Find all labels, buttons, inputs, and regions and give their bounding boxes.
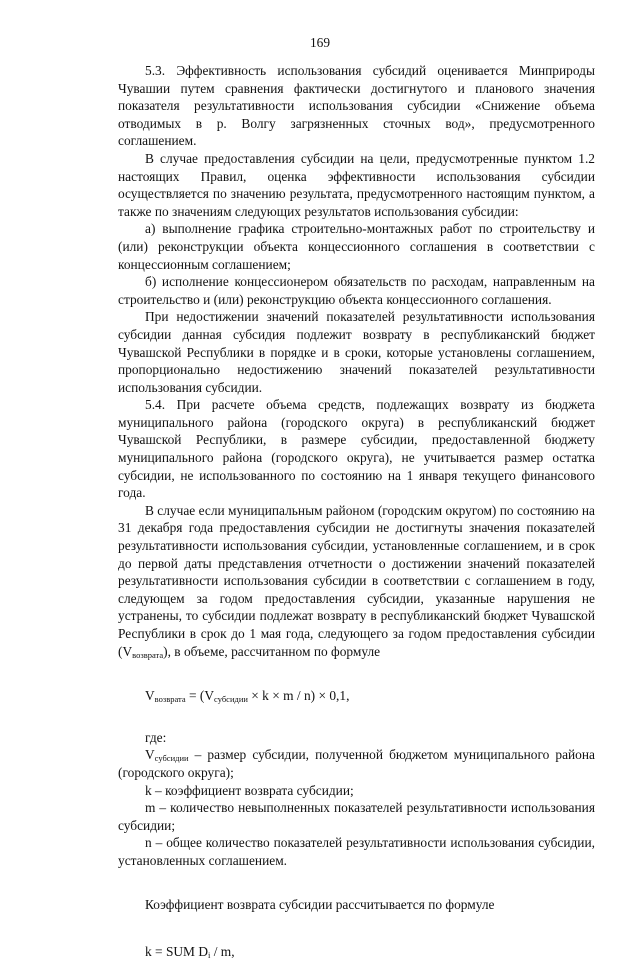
definition-n: n – общее количество показателей результативности использования субсидии, установленных соглашением. bbox=[118, 835, 595, 868]
formula-rest: × k × m / n) × 0,1, bbox=[247, 688, 350, 704]
paragraph-5-4: 5.4. При расчете объема средств, подлежащих возврату из бюджета муниципального района (городского округа) в республиканский бюджет Чувашской Республики, в размере субсидии, предоставленной бюджету муниципального района (городского округа), не учитывается размер остатка субсидии, не использованного по состоянию на 1 января текущего финансового года. bbox=[118, 397, 595, 501]
formula-refund-volume bbox=[118, 687, 595, 705]
page-number: 169 bbox=[309, 35, 331, 50]
formula-subsidy-subscript: субсидии bbox=[214, 694, 248, 705]
where-label: где: bbox=[145, 729, 167, 745]
paragraph-case-1-2: В случае предоставления субсидии на цели, предусмотренные пунктом 1.2 настоящих Правил, оценка эффективности использования субсидии осуществляется по значению результата, предусмотренного настоящим пунктом, а также по значениям следующих результатов использования субсидии: bbox=[118, 150, 595, 219]
formula-v-subscript: возврата bbox=[154, 694, 186, 705]
definition-m: m – количество невыполненных показателей результативности использования субсидии; bbox=[118, 800, 595, 833]
definition-v: V bbox=[145, 747, 155, 763]
paragraph-not-achieved bbox=[118, 502, 595, 660]
paragraph-5-3: 5.3. Эффективность использования субсидий оценивается Минприроды Чувашии путем сравнения фактически достигнутого и планового значения показателя результативности использования субсидии «Снижение объема отводимых в р. Волгу загрязненных сточных вод», предусмотренного соглашением. bbox=[118, 63, 595, 149]
definition-v-text: – размер субсидии, полученной бюджетом муниципального района (городского округа); bbox=[118, 747, 595, 780]
formula-k-lead: k = SUM D bbox=[145, 944, 208, 960]
paragraph-not-achieved-text: В случае если муниципальным районом (городским округом) по состоянию на 31 декабря года предоставления субсидии не достигнуты значения показателей результативности использования субсидии, установленные соглашением, и в срок до первой даты представления отчетности о достижении значений показателей результативности использования субсидии в соответствии с соглашением в году, следующем за годом предоставления субсидии, указанные нарушения не устранены, то субсидии подлежат возврату в республиканский бюджет Чувашской Республики в срок до 1 мая года, следующего за годом предоставления субсидии (V bbox=[118, 502, 595, 659]
subscript-vozvrata: возврата bbox=[132, 649, 164, 660]
coefficient-intro: Коэффициент возврата субсидии рассчитывается по формуле bbox=[145, 896, 495, 912]
paragraph-item-a: а) выполнение графика строительно-монтажных работ по строительству и (или) реконструкции объекта концессионного соглашения в соответствии с концессионным соглашением; bbox=[118, 221, 595, 272]
formula-eq: = (V bbox=[185, 688, 215, 704]
document-body bbox=[118, 62, 595, 961]
formula-coefficient bbox=[118, 943, 595, 961]
definition-v-subscript: субсидии bbox=[154, 753, 189, 764]
definition-k: k – коэффициент возврата субсидии; bbox=[145, 782, 354, 798]
formula-v: V bbox=[145, 688, 155, 704]
definition-v-subsidy bbox=[118, 746, 595, 781]
paragraph-item-b: б) исполнение концессионером обязательств по расходам, направленным на строительство и (или) реконструкцию объекта концессионного соглашения. bbox=[118, 274, 595, 307]
paragraph-refund: При недостижении значений показателей результативности использования субсидии данная субсидия подлежит возврату в республиканский бюджет Чувашской Республики в порядке и в сроки, которые установлены соглашением, пропорционально недостижению значений показателей результативности использования субсидии. bbox=[118, 309, 595, 395]
formula-k-tail: / m, bbox=[210, 944, 235, 960]
formula-k-subscript: i bbox=[207, 950, 211, 961]
paragraph-not-achieved-tail: ), в объеме, рассчитанном по формуле bbox=[163, 643, 381, 659]
